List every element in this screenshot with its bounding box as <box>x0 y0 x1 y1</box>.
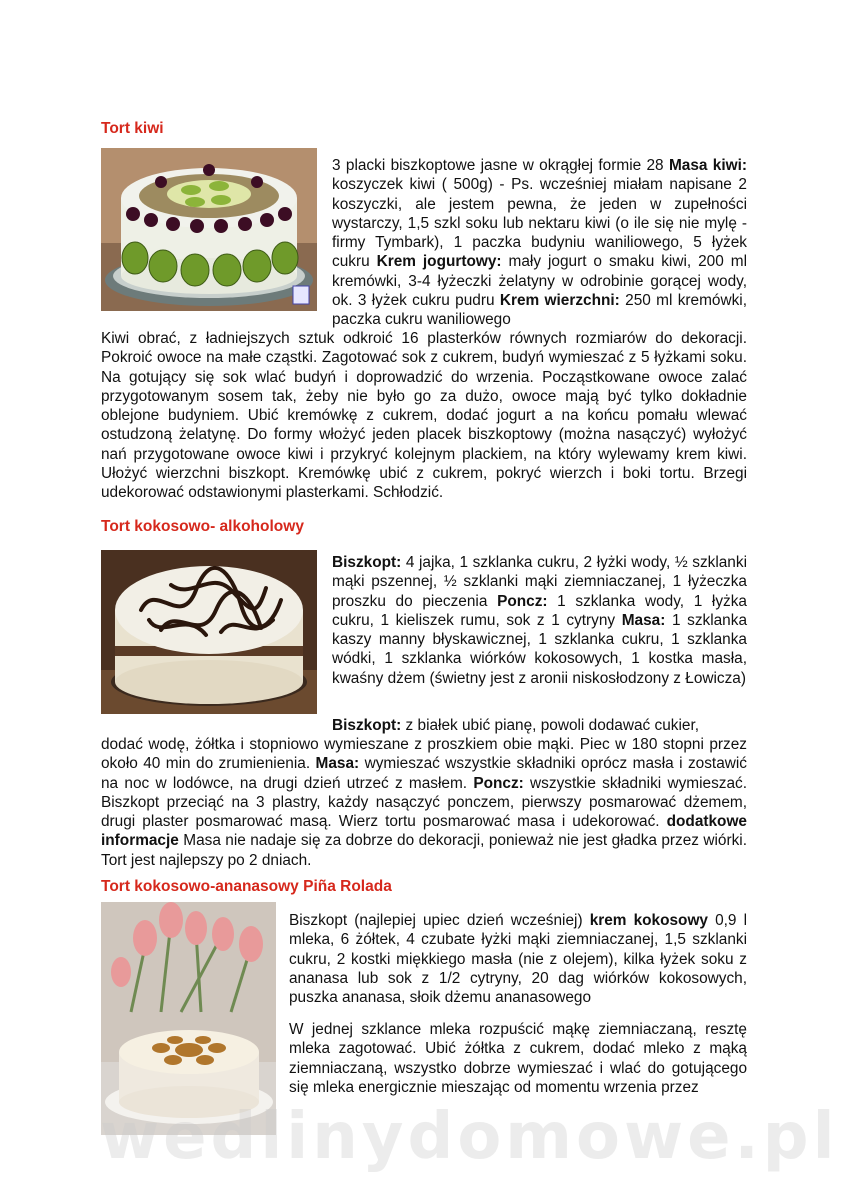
recipe-title-pina-rolada: Tort kokosowo-ananasowy Piña Rolada <box>101 878 392 895</box>
recipe-title-coconut-alcohol: Tort kokosowo- alkoholowy <box>101 518 304 535</box>
recipe-title-kiwi: Tort kiwi <box>101 120 164 137</box>
pina-rolada-method: W jednej szklance mleka rozpuścić mąkę ziemniaczaną, resztę mleka zagotować. Ubić żółtka z cukrem, dodać mleko z mąką ziemniaczaną, wszystko dobrze wymieszać i wlać do gotującego się mleka energicznie mieszając od momentu wrzenia przez <box>289 1021 747 1096</box>
pina-rolada-ingredients: Biszkopt (najlepiej upiec dzień wcześniej) krem kokosowy 0,9 l mleka, 6 żółtek, 4 czubate łyżki mąki ziemniaczanej, 1,5 szklanki cukru, 2 kostki miękkiego masła (nie z olejem), kilka łyżek soku z ananasa lub sok z 1/2 cytryny, 20 dag wiórków kokosowych, puszka ananasa, słoik dżemu ananasowego <box>289 912 748 1007</box>
kiwi-ingredients: 3 placki biszkoptowe jasne w okrągłej formie 28 Masa kiwi: koszyczek kiwi ( 500g) - Ps. wcześniej miałam napisane 2 koszyczki, ale jestem pewna, że jeden w zupełności wystarczy, 1,5 szkl soku lub nektaru kiwi (o ile się nie mylę - firmy Tymbark), 1 paczka budyniu waniliowego, 5 łyżek cukru Krem jogurtowy: mały jogurt o smaku kiwi, 200 ml kremówki, 3-4 łyżeczki żelatyny w odrobinie gorącej wody, ok. 3 łyżek cukru pudru Krem wierzchni: 250 ml kremówki, paczka cukru waniliowego <box>332 157 747 329</box>
kiwi-method: Kiwi obrać, z ładniejszych sztuk odkroić 16 plasterków równych rozmiarów do dekoracji. Pokroić owoce na małe cząstki. Zagotować sok z cukrem, budyń wymieszać z 5 łyżkami soku. Na gotujący się sok wlać budyń i doprowadzić do wrzenia. Począstkowane owoce zalać przygotowanym sosem tak, żeby nie było go za dużo, owoce mają być tylko dokładnie oblejone budyniem. Ubić kremówkę z cukrem, dodać jogurt a na końcu pomału wlewać ostudzoną żelatynę. Do formy włożyć jeden placek biszkoptowy (można nasączyć) wyłożyć nań przygotowane owoce kiwi i przykryć kolejnym plackiem, na który wylewamy krem kiwi. Ułożyć wierzchni biszkopt. Kremówkę ubić z cukrem, pokryć wierzch i boki tortu. Brzegi udekorować odstawionymi plasterkami. Schłodzić. <box>101 330 747 502</box>
coconut-alcohol-method: dodać wodę, żółtka i stopniowo wymieszane z proszkiem obie mąki. Piec w 180 stopni przez około 40 min do zrumienienia. Masa: wymieszać wszystkie składniki oprócz masła i zostawić na noc w lodówce, na drugi dzień utrzeć z masłem. Poncz: wszystkie składniki wymieszać. Biszkopt przeciąć na 3 plastry, każdy nasączyć ponczem, pierwszy posmarować dżemem, drugi plaster posmarować masą. Wierz tortu posmarować masa i udekorować. dodatkowe informacje Masa nie nadaje się za dobrze do dekoracji, ponieważ nie jest gładka przez wiórki. Tort jest najlepszy po 2 dniach. <box>101 736 747 869</box>
kiwi-cake-photo <box>101 148 317 311</box>
coconut-alcohol-ingredients: Biszkopt: 4 jajka, 1 szklanka cukru, 2 łyżki wody, ½ szklanki mąki pszennej, ½ szklanki mąki ziemniaczanej, 1 łyżeczka proszku do pieczenia Poncz: 1 szklanka wody, 1 łyżka cukru, 1 kieliszek rumu, sok z 1 cytryny Masa: 1 szklanka kaszy manny błyskawicznej, 1 szklanka cukru, 1 szklanka wódki, 1 szklanka wiórków kokosowych, 1 kostka masła, kwaśny dżem (świetny jest z aronii niskosłodzony z Łowicza) <box>332 554 748 687</box>
coconut-cake-photo <box>101 550 317 714</box>
site-watermark: wedlinydomowe.pl <box>100 1100 839 1174</box>
coconut-alcohol-method-intro: Biszkopt: z białek ubić pianę, powoli dodawać cukier, <box>332 717 699 734</box>
